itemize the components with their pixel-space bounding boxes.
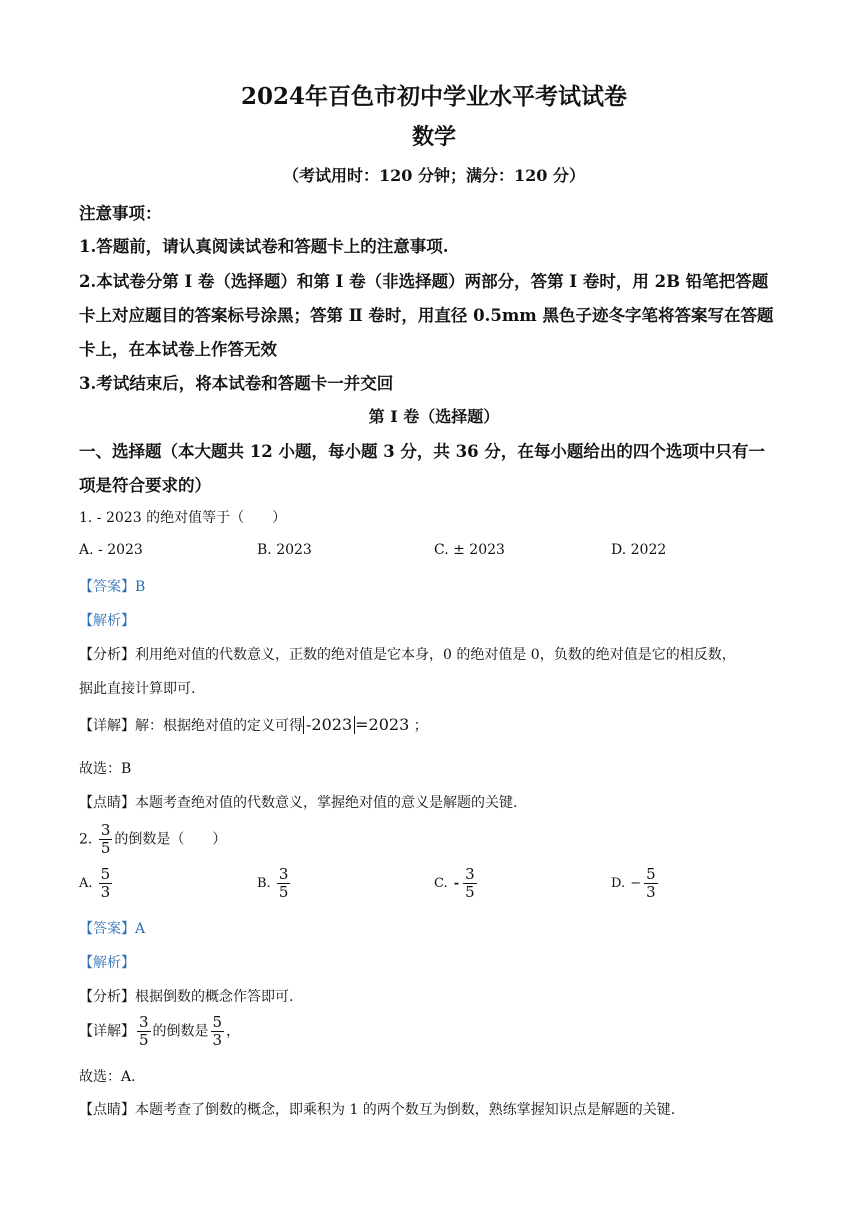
q2-option-d-den: 3 xyxy=(646,883,656,901)
q2-detail-mid: 的倒数是 xyxy=(152,1023,209,1040)
q1-dianjing: 【点睛】本题考查绝对值的代数意义，掌握绝对值的意义是解题的关键. xyxy=(79,795,518,811)
notice-item-2-line-1: 2.本试卷分第 I 卷（选择题）和第 Ⅰ 卷（非选择题）两部分，答第 I 卷时，用 2B 铅笔把答题 xyxy=(79,272,769,291)
q2-stem-den: 5 xyxy=(100,839,111,857)
q1-detail-prefix: 【详解】解：根据绝对值的定义可得 xyxy=(79,718,303,734)
q2-fenxi: 【分析】根据倒数的概念作答即可. xyxy=(79,989,294,1005)
q2-option-b-num: 3 xyxy=(278,865,289,883)
notice-item-2-line-3: 卡上，在本试卷上作答无效 xyxy=(79,340,277,359)
q2-option-a xyxy=(79,866,114,901)
q2-detail-fraction-2 xyxy=(211,1014,225,1049)
q2-number: 2. xyxy=(79,831,93,848)
notice-item-1: 1.答题前，请认真阅读试卷和答题卡上的注意事项. xyxy=(79,237,449,256)
part-heading-line-1: 一、选择题（本大题共 12 小题，每小题 3 分，共 36 分，在每小题给出的四个选项中只有一 xyxy=(79,442,765,461)
part-heading-line-2: 项是符合要求的） xyxy=(79,476,211,495)
q1-detail xyxy=(79,715,428,735)
q2-option-b-den: 5 xyxy=(278,883,289,901)
notice-item-3: 3.考试结束后，将本试卷和答题卡一并交回 xyxy=(79,374,394,393)
q1-option-c: C. ± 2023 xyxy=(434,542,505,558)
q2-dianjing: 【点睛】本题考查了倒数的概念，即乘积为 1 的两个数互为倒数，熟练掌握知识点是解题的关键. xyxy=(79,1102,676,1118)
q2-detail-den-2: 3 xyxy=(212,1031,223,1049)
q2-option-c-fraction xyxy=(463,866,477,901)
q1-detail-result: =2023 xyxy=(355,715,410,734)
notice-heading: 注意事项： xyxy=(79,204,162,223)
q1-fenxi-line-1: 【分析】利用绝对值的代数意义，正数的绝对值是它本身，0 的绝对值是 0，负数的绝对值是它的相反数， xyxy=(79,647,736,663)
q1-answer xyxy=(79,576,145,596)
q2-answer: 【答案】A xyxy=(79,921,146,937)
subject-title: 数学 xyxy=(411,124,456,150)
q1-option-a: A. - 2023 xyxy=(79,542,143,558)
q2-stem-fraction xyxy=(99,822,113,857)
q1-option-d: D. 2022 xyxy=(611,542,667,558)
q2-detail-fraction-1 xyxy=(137,1014,151,1049)
q1-abs-expression: -2023 xyxy=(303,716,355,734)
q2-option-a-den: 3 xyxy=(100,883,111,901)
q2-option-a-num: 5 xyxy=(100,865,111,883)
q2-option-d-label: D. xyxy=(611,876,626,891)
q2-option-b-fraction xyxy=(277,866,291,901)
q2-detail-label: 【详解】 xyxy=(79,1023,135,1040)
q1-detail-suffix: ； xyxy=(413,718,428,734)
q1-option-b: B. 2023 xyxy=(257,542,312,558)
q2-stem xyxy=(79,822,226,857)
q2-option-d xyxy=(611,866,660,901)
q2-stem-suffix: 的倒数是（ ） xyxy=(114,831,227,848)
q2-detail-end: ， xyxy=(226,1023,241,1040)
q2-option-a-fraction xyxy=(99,866,113,901)
q2-option-a-label: A. xyxy=(79,876,93,891)
q2-option-d-sign: − xyxy=(630,876,642,891)
section-heading: 第 I 卷（选择题） xyxy=(368,407,500,426)
q1-fenxi-line-2: 据此直接计算即可. xyxy=(79,681,196,697)
q2-stem-num: 3 xyxy=(100,821,111,839)
q2-option-c-den: 5 xyxy=(465,883,475,901)
q2-detail xyxy=(79,1014,240,1049)
exam-info: （考试用时：120 分钟；满分：120 分） xyxy=(283,166,585,185)
q2-choose: 故选：A. xyxy=(79,1069,136,1085)
q1-choose: 故选：B xyxy=(79,761,132,777)
q2-option-c-sign: - xyxy=(453,876,460,891)
exam-title: 2024年百色市初中学业水平考试试卷 xyxy=(240,83,627,110)
q2-detail-den-1: 5 xyxy=(139,1031,149,1049)
q2-option-c-num: 3 xyxy=(465,865,475,883)
q1-analysis-label: 【解析】 xyxy=(79,613,135,629)
notice-item-2-line-2: 卡上对应题目的答案标号涂黑；答第 Ⅱ 卷时，用直径 0.5mm 黑色子迹冬字笔将答案写在答题 xyxy=(79,306,774,325)
q2-option-c xyxy=(434,866,479,901)
q2-option-b xyxy=(257,866,292,901)
q2-option-d-num: 5 xyxy=(646,865,656,883)
q2-analysis-label: 【解析】 xyxy=(79,955,135,971)
q1-answer-text: 【答案】B xyxy=(79,579,146,595)
q2-option-b-label: B. xyxy=(257,876,271,891)
q2-option-c-label: C. xyxy=(434,876,448,891)
q1-stem: 1. - 2023 的绝对值等于（ ） xyxy=(79,510,287,526)
q2-detail-num-2: 5 xyxy=(212,1013,223,1031)
q2-detail-num-1: 3 xyxy=(139,1013,149,1031)
q2-option-d-fraction xyxy=(644,866,658,901)
